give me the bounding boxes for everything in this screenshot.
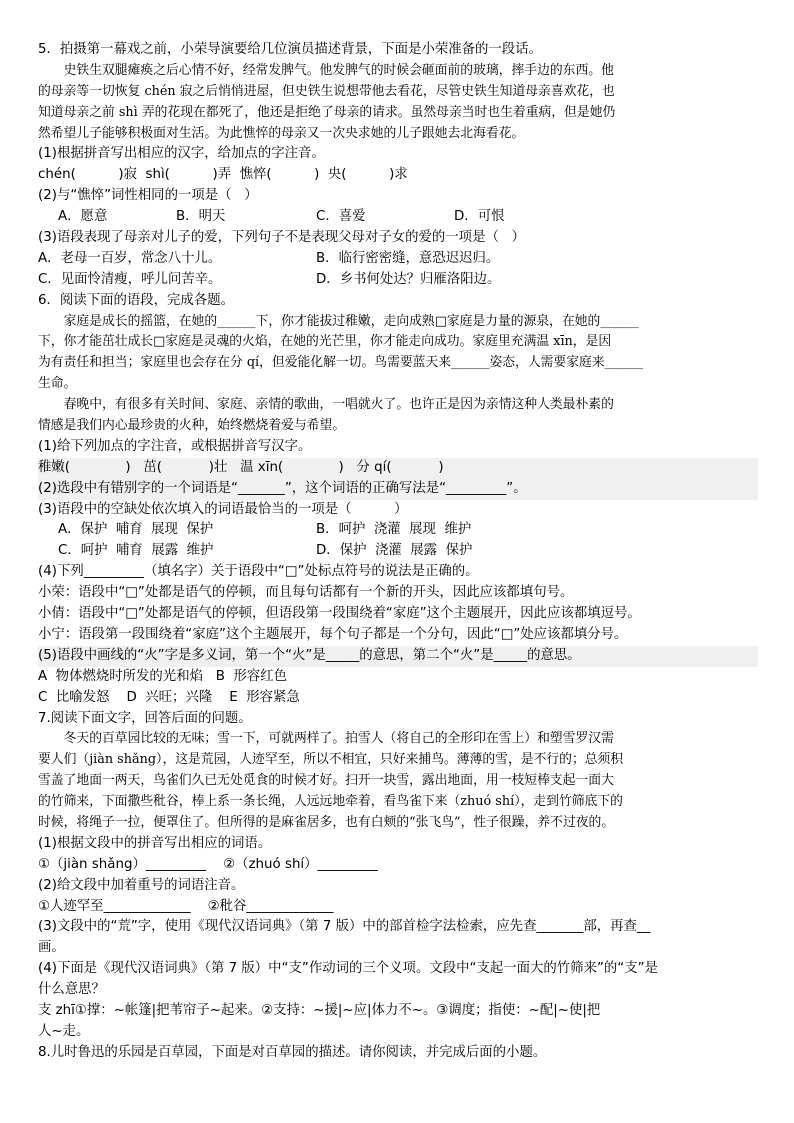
q6-sub4-statement: 小荣：语段中“□”处都是语气的停顿，而且每句话都有一个新的开头，因此应该都填句号。: [38, 585, 574, 601]
option-d[interactable]: D．可恨: [454, 209, 505, 225]
option-b[interactable]: B．呵护 浇灌 展现 维护: [316, 522, 472, 538]
q7-sub2-fill[interactable]: ①人迹罕至_____________ ②秕谷_____________: [38, 898, 334, 914]
option-c[interactable]: C．喜爱: [316, 209, 366, 225]
q6-title: 6．阅读下面的语段，完成各题。: [38, 292, 234, 308]
q5-sub2: (2)与“憔悴”词性相同的一项是（ ）: [38, 188, 258, 204]
option-b[interactable]: B．明天: [176, 209, 226, 225]
q5-passage-line: 的母亲等一切恢复 chén 寂之后悄悄进屋，但史铁生说想带他去看花，尽管史铁生知道母亲喜欢花，也: [38, 83, 615, 99]
q7-passage-line: 时候，将绳子一拉，便罩住了。但所得的是麻雀居多，也有白颊的“张飞鸟”，性子很躁，养不过夜的。: [38, 814, 615, 830]
q5-title: 5．拍摄第一幕戏之前，小荣导演要给几位演员描述背景，下面是小荣准备的一段话。: [38, 42, 542, 57]
q6-sub1-fill[interactable]: 稚嫩( ) 茁( )壮 温 xīn( ) 分 qí( ): [38, 458, 758, 479]
q6-passage-line: 为有责任和担当；家庭里也会存在分 qí，但爱能化解一切。鸟需要蓝天来______姿态，人需要家庭来______: [38, 355, 644, 371]
q7-sub2: (2)给文段中加着重号的词语注音。: [38, 877, 245, 893]
q6-sub4-statement: 小宁：语段第一段围绕着“家庭”这个主题展开，每个句子都是一个分句，因此“□”处应该都填分号。: [38, 626, 628, 642]
q8-title: 8.儿时鲁迅的乐园是百草园，下面是对百草园的描述。请你阅读，并完成后面的小题。: [38, 1044, 547, 1060]
q7-sub3-cont: 画。: [38, 940, 65, 956]
q7-sub4: (4)下面是《现代汉语词典》（第 7 版）中“支”作动词的三个义项。文段中“支起一面大的竹筛来”的“支”是: [38, 961, 658, 977]
q6-sub3-options: [38, 520, 758, 541]
q5-sub1-fill[interactable]: chén( )寂 shì( )弄 憔悴( ) 央( )求: [38, 167, 408, 183]
option-c[interactable]: C．呵护 哺育 展露 维护: [58, 543, 214, 559]
option-c[interactable]: C．见面怜清瘦，呼儿问苦辛。: [38, 271, 222, 287]
option-a[interactable]: A．老母一百岁，常念八十儿。: [38, 250, 222, 266]
q7-passage-line: 要人们（jiàn shǎng），这是荒园，人迹罕至，所以不相宜，只好来捕鸟。薄薄的雪，是不行的；总须积: [38, 752, 624, 768]
option-d[interactable]: D．乡书何处达？归雁洛阳边。: [316, 271, 501, 287]
q6-sub1: (1)给下列加点的字注音，或根据拼音写汉字。: [38, 438, 312, 454]
q7-passage-line: 冬天的百草园比较的无味；雪一下，可就两样了。拍雪人（将自己的全形印在雪上）和塑雪罗汉需: [63, 731, 614, 747]
q5-passage-line: 然希望儿子能够积极面对生活。为此憔悴的母亲又一次央求她的儿子跟她去北海看花。: [38, 125, 525, 141]
option-a[interactable]: A．愿意: [58, 209, 108, 225]
q7-sub1-fill[interactable]: ①（jiàn shǎng）_________ ②（zhuó shí）_________: [38, 856, 378, 872]
q6-passage2-line: 情感是我们内心最珍贵的火种，始终燃烧着爱与希望。: [38, 418, 346, 434]
q5-passage-line: 知道母亲之前 shì 弄的花现在都死了，他还是拒绝了母亲的请求。虽然母亲当时也生着重病，但是她仍: [38, 104, 616, 120]
q5-sub3: (3)语段表现了母亲对儿子的爱，下列句子不是表现父母对子女的爱的一项是（ ）: [38, 230, 526, 246]
q5-sub3-options: [38, 270, 758, 291]
q7-passage-line: 雪盖了地面一两天，鸟雀们久已无处觅食的时候才好。扫开一块雪，露出地面，用一枝短棒支起一面大: [38, 773, 614, 789]
q6-passage-line: 生命。: [38, 376, 77, 392]
option-d[interactable]: D．保护 浇灌 展露 保护: [316, 543, 473, 559]
q6-sub4[interactable]: (4)下列_________（填名字）关于语段中“□”处标点符号的说法是正确的。: [38, 564, 479, 580]
q6-passage-line: 家庭是成长的摇篮，在她的______下，你才能拔过稚嫩，走向成熟□家庭是力量的源泉，在她的______: [63, 313, 639, 329]
q5-sub1: (1)根据拼音写出相应的汉字，给加点的字注音。: [38, 146, 325, 162]
q5-sub2-options: [38, 207, 758, 228]
q6-sub5[interactable]: (5)语段中画线的“火”字是多义词，第一个“火”是_____的意思，第二个“火”是_____的意思。: [38, 646, 758, 667]
q6-sub4-statement: 小倩：语段中“□”处都是语气的停顿，但语段第一段围绕着“家庭”这个主题展开，因此应该都填逗号。: [38, 606, 641, 622]
q6-passage2-line: 春晚中，有很多有关时间、家庭、亲情的歌曲，一唱就火了。也许正是因为亲情这种人类最朴素的: [63, 397, 614, 413]
option-b[interactable]: B．临行密密缝，意恐迟迟归。: [316, 250, 500, 266]
q6-sub2[interactable]: (2)选段中有错别字的一个词语是“_______”，这个词语的正确写法是“_________”。: [38, 479, 758, 500]
q5-sub3-options: [38, 249, 758, 270]
q7-sub3[interactable]: (3)文段中的“荒”字，使用《现代汉语词典》（第 7 版）中的部首检字法检索，应先查_______部，再查__: [38, 919, 651, 935]
q6-sub5-options: C 比喻发怒 D 兴旺；兴隆 E 形容紧急: [38, 689, 300, 705]
q7-title: 7.阅读下面文字，回答后面的问题。: [38, 710, 252, 726]
q7-passage-line: 的竹筛来，下面撒些秕谷，棒上系一条长绳，人远远地牵着，看鸟雀下来（zhuó shí），走到竹筛底下的: [38, 794, 623, 810]
q7-sub4-dictionary-entry: 人~走。: [38, 1023, 90, 1039]
q7-sub4-cont: 什么意思？: [38, 982, 105, 998]
q6-sub5-options: A 物体燃烧时所发的光和焰 B 形容红色: [38, 668, 288, 684]
q7-sub4-dictionary-entry: 支 zhī①撑：~帐篷|把苇帘子~起来。②支持：~援|~应|体力不~。③调度；指使：~配|~使|把: [38, 1002, 601, 1018]
q6-passage-line: 下，你才能茁壮成长□家庭是灵魂的火焰，在她的光芒里，你才能走向成功。家庭里充满温 xīn，是因: [38, 334, 612, 350]
q5-passage-line: 史铁生双腿瘫痪之后心情不好，经常发脾气。他发脾气的时候会砸面前的玻璃，摔手边的东西。他: [63, 62, 614, 78]
q7-sub1: (1)根据文段中的拼音写出相应的词语。: [38, 835, 272, 851]
option-a[interactable]: A．保护 哺育 展现 保护: [58, 522, 214, 538]
q6-sub3: (3)语段中的空缺处依次填入的词语最恰当的一项是（ ）: [38, 501, 408, 517]
q6-sub3-options: [38, 541, 758, 562]
